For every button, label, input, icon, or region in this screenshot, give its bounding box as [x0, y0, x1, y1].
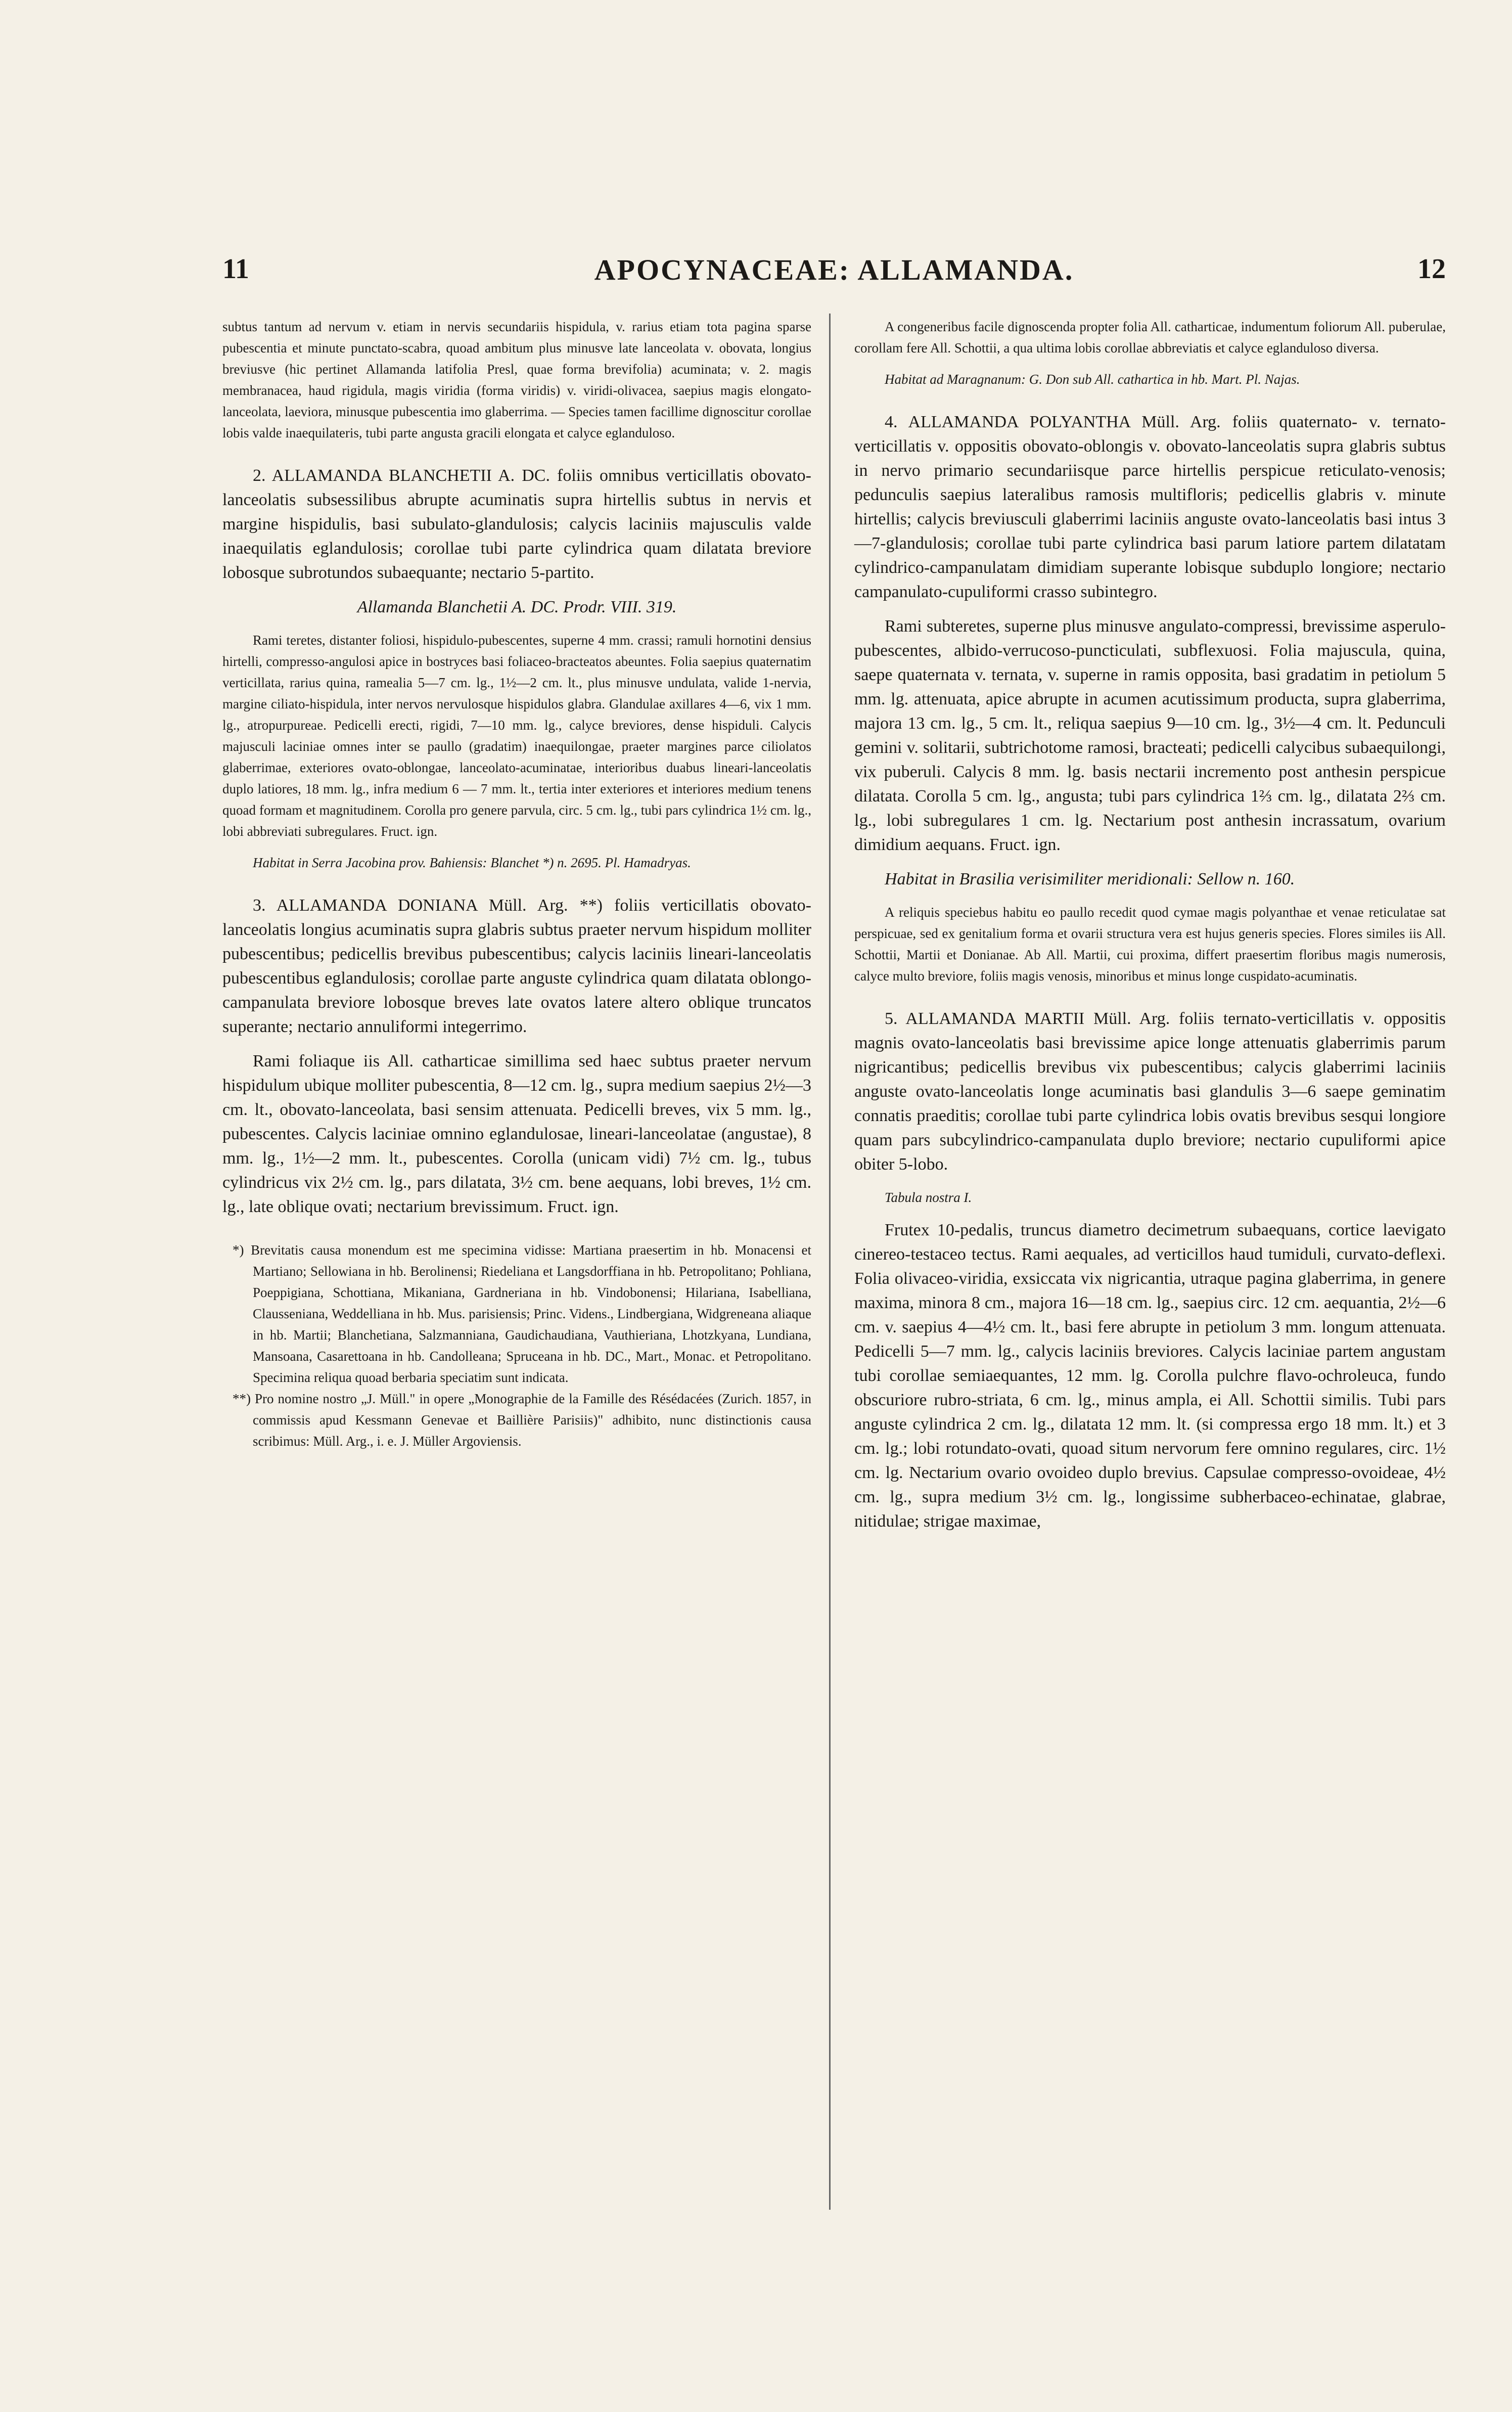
species-5-diagnosis: 5. ALLAMANDA MARTII Müll. Arg. foliis ternato-verticillatis v. oppositis magnis ovato-lanceolatis basi brevissime apice longe attenuatis glaberrimis parum nigricantibus; pedicellis brevibus vix pubescentibus; calycis glaberrimi laciniis anguste ovato-lanceolatis longe acuminatis basi glandulis 3—6 saepe geminatim connatis praeditis; corollae tubi parte cylindrica lobis ovatis brevibus sesqui longiore quam pars subcylindrico-campanulata duplo breviore; nectario cupuliformi apice obiter 5-lobo.	[854, 1009, 1446, 1174]
species-3-note: A congeneribus facile dignoscenda propter folia All. catharticae, indumentum foliorum All. puberulae, corollam fere All. Schottii, a qua ultima lobis corollae abbreviatis et calyce eglanduloso diversa.	[854, 319, 1446, 355]
species-3-description: Rami foliaque iis All. catharticae simillima sed haec subtus praeter nervum hispidulum ubique molliter pubescentia, 8—12 cm. lg., supra medium saepius 2½—3 cm. lt., obovato-lanceolata, basi sensim attenuata. Pedicelli breves, vix 5 mm. lg., pubescentes. Calycis laciniae omnino eglandulosae, lineari-lanceolatae (angustae), 8 mm. lg., 1½—2 mm. lt., pubescentes. Corolla (unicam vidi) 7½ cm. lg., tubus cylindricus vix 2½ cm. lg., pars dilatata, 3½ cm. bene aequans, lobi breves, 1½ cm. lg., late oblique ovati; nectarium brevissimum. Fruct. ign.	[222, 1052, 811, 1216]
footnote-1: *) Brevitatis causa monendum est me specimina vidisse: Martiana praesertim in hb. Monacensi et Martiano; Sellowiana in hb. Berolinensi; Riedeliana et Langsdorffiana in hb. Petropolitano; Pohliana, Poeppigiana, Schottiana, Mikaniana, Gardneriana in hb. Vindobonensi; Hilariana, Isabelliana, Claussenianа, Weddelliana in hb. Mus. parisiensis; Princ. Videns., Lindbergiana, Widgreneana aliaque in hb. Martii; Blanchetiana, Salzmanniana, Gaudichaudiana, Vauthieriana, Lhotzkyana, Lundiana, Mansoana, Casarettoana in hb. Candolleana; Spruceana in hb. DC., Mart., Monac. et Petropolitano. Specimina reliqua quoad berbaria speciatim sunt indicata.	[233, 1242, 811, 1385]
continued-paragraph: subtus tantum ad nervum v. etiam in nervis secundariis hispidula, v. rarius etiam tota pagina sparse pubescentia et minute punctato-scabra, quoad ambitum plus minusve late lanceolata v. obovata, longius breviusve (hic pertinet Allamanda latifolia Presl, quae forma brevifolia) acuminata; v. 2. magis membranacea, haud rigidula, magis viridia (forma viridis) v. viridi-olivacea, saepius magis elongato-lanceolata, laeviora, minusque pubescentia imo glaberrima. — Species tamen facillime dignoscitur corollae lobis valde inaequilateris, tubi parte angusta gracili elongata et calyce eglanduloso.	[222, 319, 811, 440]
page-header	[222, 253, 1446, 293]
species-3-diagnosis: 3. ALLAMANDA DONIANA Müll. Arg. **) foliis verticillatis obovato-lanceolatis longius acuminatis supra glabris subtus praeter nervum hispidum molliter pubescentibus; pedicellis brevibus pubescentibus; calycis laciniis lineari-lanceolatis pubescentibus eglandulosis; corollae parte anguste cylindrica quam dilatata oblongo-campanulata breviore lobosque breves late ovatos latere altero oblique truncatos superante; nectario annuliformi integerrimo.	[222, 896, 811, 1036]
species-4-description: Rami subteretes, superne plus minusve angulato-compressi, brevissime asperulo-pubescentes, albido-verrucoso-puncticulati, subflexuosi. Folia majuscula, quina, saepe quaternata v. ternata, v. superne in ramis opposita, basi gradatim in petiolum 5 mm. lg. attenuata, apice abrupte in acumen acutissimum producta, supra glaberrima, majora 13 cm. lg., 5 cm. lt., reliqua saepius 9—10 cm. lg., 3½—4 cm. lt. Pedunculi gemini v. solitarii, subtrichotome ramosi, bracteati; pedicelli calycibus subaequilongi, vix puberuli. Calycis 8 mm. lg. basis nectarii incremento post anthesin perspicue dilatata. Corolla 5 cm. lg., angusta; tubi pars cylindrica 1⅔ cm. lg., dilatata 2⅔ cm. lg., lobi subregulares 1 cm. lg. Nectarium post anthesin incrassatum, ovarium dimidium aequans. Fruct. ign.	[854, 617, 1446, 854]
species-4-note: A reliquis speciebus habitu eo paullo recedit quod cymae magis polyanthae et venae reticulatae sat perspicuae, sed ex genitalium forma et ovarii structura vera est hujus generis species. Flores similes iis All. Schottii, Martii et Donianae. Ab All. Martii, cui proxima, differt praesertim floribus magis numerosis, calyce multo breviore, foliis magis venosis, minoribus et minus longe cuspidato-acuminatis.	[854, 905, 1446, 984]
column-divider	[829, 314, 831, 2210]
species-4-habitat: Habitat in Brasilia verisimiliter meridionali: Sellow n. 160.	[885, 870, 1295, 888]
species-2-synonym: Allamanda Blanchetii A. DC. Prodr. VIII. 319.	[357, 598, 677, 616]
left-column	[222, 316, 811, 1452]
page-number-left: 11	[222, 253, 249, 285]
page-number-right: 12	[1417, 253, 1446, 285]
species-5-description: Frutex 10-pedalis, truncus diametro decimetrum subaequans, cortice laevigato cinereo-testaceo tectus. Rami aequales, ad verticillos haud tumiduli, curvato-deflexi. Folia olivaceo-viridia, exsiccata vix nigricantia, utraque pagina glaberrima, in genere maxima, minora 8 cm., majora 16—18 cm. lg., saepius circ. 12 cm. aequantia, 2½—6 cm. v. saepius 4—4½ cm. lt., basi fere abrupte in petiolum 3 mm. longum attenuata. Pedicelli 5—7 mm. lg., calycis laciniis breviores. Calycis laciniae partem angustam tubi corollae semiaequantes, 12 mm. lg. Corolla pulchre flavo-ochroleuca, fundo obscuriore rubro-striata, 6 cm. lg., minus ampla, ei All. Schottii similis. Tubi pars anguste cylindrica 2 cm. lg., dilatata 12 mm. lt. (si compressa ergo 18 mm. lt.) et 3 cm. lg.; lobi rotundato-ovati, quoad situm nervorum fere omnino regulares, circ. 1½ cm. lg. Nectarium ovario ovoideo duplo brevius. Capsulae compresso-ovoideae, 4½ cm. lg., supra medium 3½ cm. lg., longissime subherbaceo-echinatae, glabrae, nitidulae; strigae maximae,	[854, 1221, 1446, 1531]
species-4-diagnosis: 4. ALLAMANDA POLYANTHA Müll. Arg. foliis quaternato- v. ternato-verticillatis v. oppositis obovato-oblongis v. obovato-lanceolatis supra glabris subtus in nervo primario secundariisque parce hirtellis perspicue reticulato-venosis; pedunculis saepius lateralibus ramosis multifloris; pedicellis glabris v. minute hirtellis; calycis breviusculi glaberrimi laciniis anguste ovato-lanceolatis basi intus 3—7-glandulosis; corollae tubi parte cylindrica basi parum latiore partem dilatatam cylindrico-campanulatam dimidiam superante lobisque subduplo longiore; nectario campanulato-cupuliformi crasso subintegro.	[854, 413, 1446, 601]
species-2-description: Rami teretes, distanter foliosi, hispidulo-pubescentes, superne 4 mm. crassi; ramuli hornotini densius hirtelli, compresso-angulosi apice in bostryces basi foliaceo-bracteatos abeuntes. Folia saepius quaternatim verticillata, rarius quina, ramealia 5—7 cm. lg., 1½—2 cm. lt., plus minusve undulata, valide 1-nervia, margine ciliato-hispidula, inter nervos nervulosque hispidulos glabra. Glandulae axillares 4—6, vix 1 mm. lg., atropurpureae. Pedicelli erecti, rigidi, 7—10 mm. lg., calyce breviores, dense hispiduli. Calycis majusculi laciniae omnes inter se paullo (gradatim) inaequilongae, praeter margines parce ciliolatos glaberrimae, exteriores ovato-oblongae, lanceolato-acuminatae, interioribus duabus lineari-lanceolatis duplo latiores, 18 mm. lg., infra medium 6 — 7 mm. lt., tertia inter exteriores et interiores medium tenens quoad formam et magnitudinem. Corolla pro genere parvula, circ. 5 cm. lg., tubi pars cylindrica 1½ cm. lg., lobi abbreviati subregulares. Fruct. ign.	[222, 633, 811, 839]
plate-reference: Tabula nostra I.	[885, 1190, 972, 1205]
running-title: APOCYNACEAE: ALLAMANDA.	[594, 253, 1074, 286]
footnote-2: **) Pro nomine nostro „J. Müll." in opere „Monographie de la Famille des Résédacées (Zurich. 1857, in commissis apud Kessmann Genevae et Baillière Parisiis)" adhibito, nunc distinctionis causa scribimus: Müll. Arg., i. e. J. Müller Argoviensis.	[233, 1391, 811, 1449]
species-2-diagnosis: 2. ALLAMANDA BLANCHETII A. DC. foliis omnibus verticillatis obovato-lanceolatis subsessilibus abrupte acuminatis supra hirtellis subtus in nervis et margine hispidulis, basi subulato-glandulosis; calycis laciniis majusculis valde inaequilatis eglandulosis; corollae tubi parte cylindrica quam dilatata breviore lobosque subrotundos subaequante; nectario 5-partito.	[222, 466, 811, 582]
right-column	[854, 316, 1446, 1534]
species-3-habitat: Habitat ad Maragnanum: G. Don sub All. cathartica in hb. Mart. Pl. Najas.	[885, 372, 1300, 387]
species-2-habitat: Habitat in Serra Jacobina prov. Bahiensis: Blanchet *) n. 2695. Pl. Hamadryas.	[253, 855, 691, 870]
